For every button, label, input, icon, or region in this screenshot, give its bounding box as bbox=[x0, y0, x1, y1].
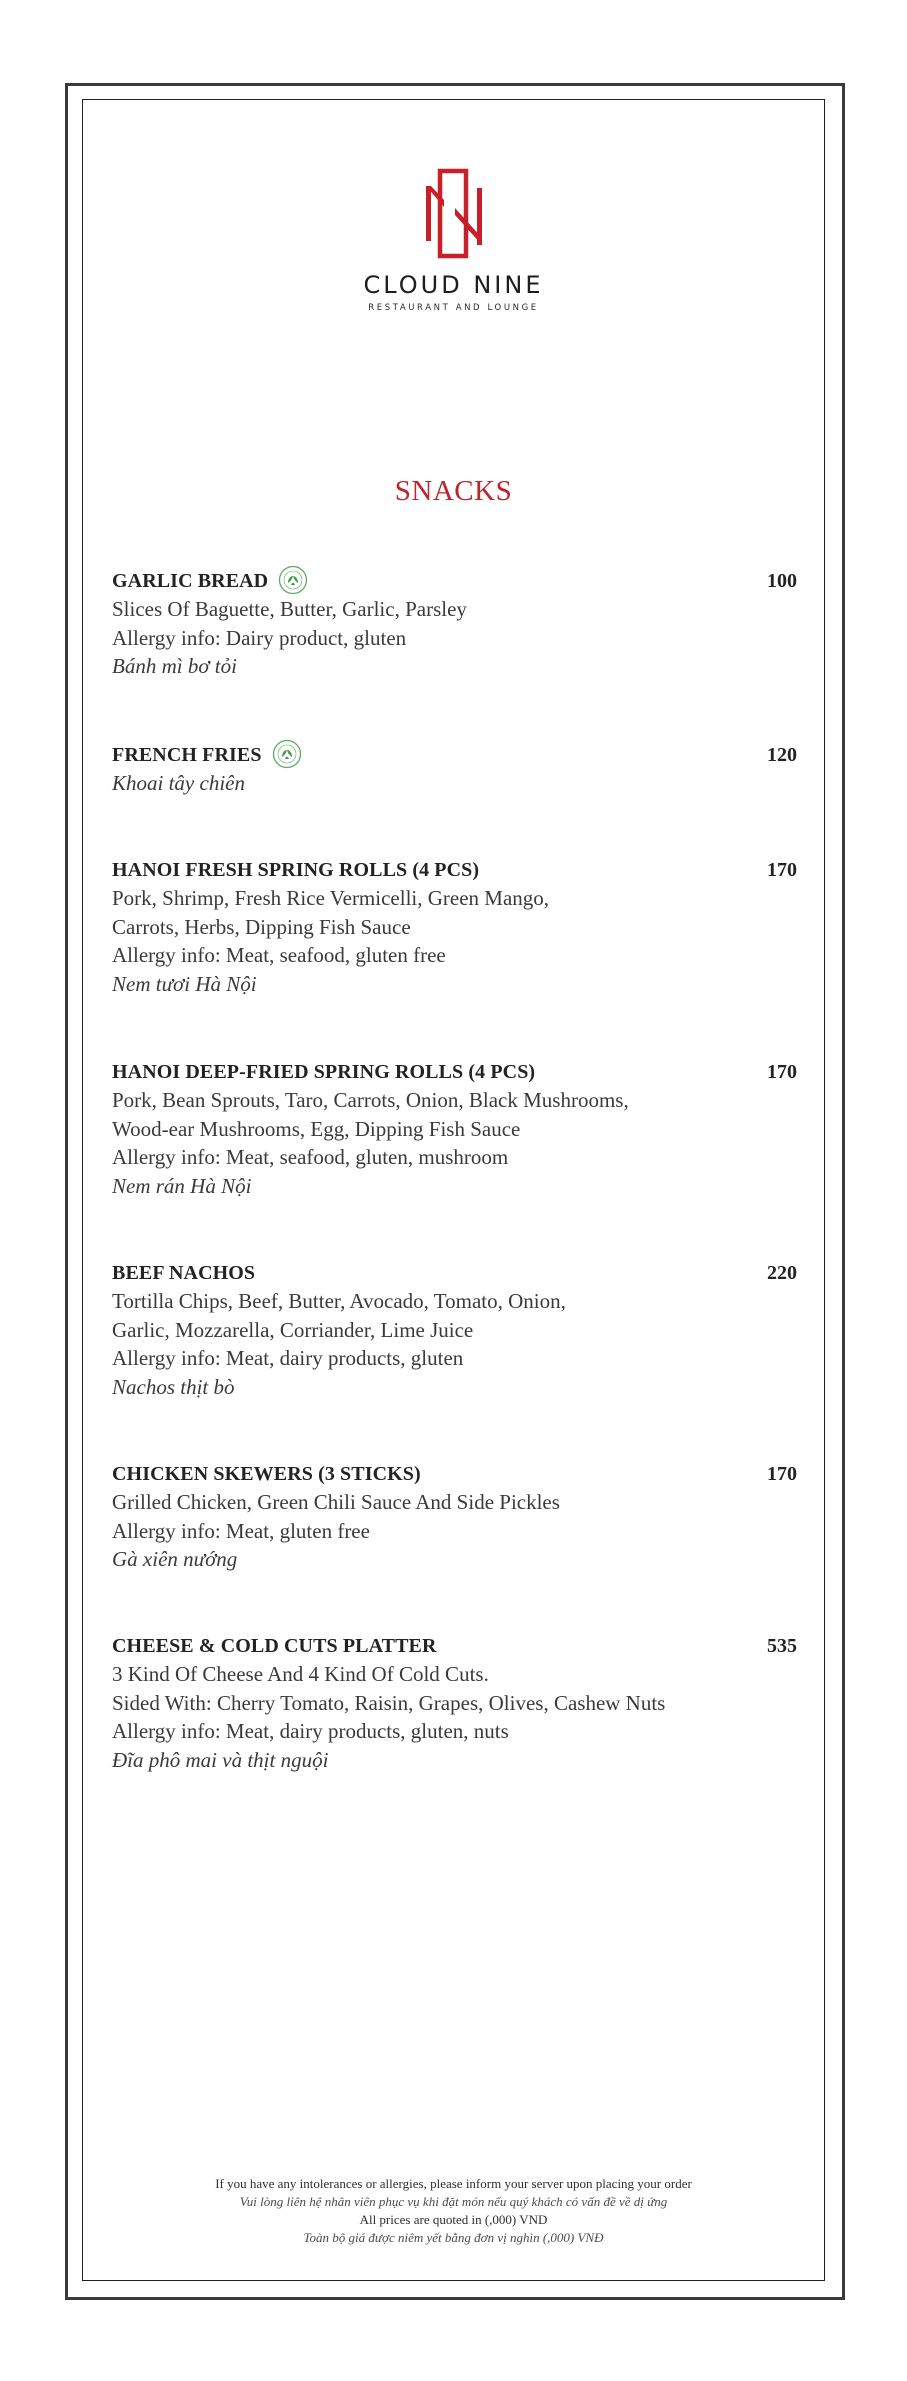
menu-item bbox=[112, 856, 797, 998]
item-price: 170 bbox=[767, 1463, 797, 1485]
item-allergy-info: Allergy info: Meat, dairy products, gluten, nuts bbox=[112, 1719, 509, 1743]
item-vietnamese-name: Đĩa phô mai và thịt nguội bbox=[112, 1747, 329, 1772]
item-description: Garlic, Mozzarella, Corriander, Lime Juice bbox=[112, 1317, 474, 1342]
item-allergy-info: Allergy info: Meat, gluten free bbox=[112, 1518, 370, 1543]
menu-item bbox=[112, 567, 797, 681]
menu-item bbox=[112, 1632, 797, 1774]
item-vietnamese-name: Nachos thịt bò bbox=[112, 1374, 235, 1399]
section-title: SNACKS bbox=[394, 475, 513, 507]
item-price: 100 bbox=[767, 570, 797, 592]
item-allergy-info: Allergy info: Meat, seafood, gluten free bbox=[112, 943, 446, 967]
item-name: CHEESE & COLD CUTS PLATTER bbox=[112, 1635, 437, 1657]
item-description: Slices Of Baguette, Butter, Garlic, Parsley bbox=[112, 597, 467, 621]
cloud-nine-n-monogram-icon bbox=[424, 168, 484, 260]
item-description: Grilled Chicken, Green Chili Sauce And Side Pickles bbox=[112, 1490, 560, 1514]
item-description: Pork, Shrimp, Fresh Rice Vermicelli, Green Mango, bbox=[112, 886, 550, 910]
brand-logo bbox=[0, 168, 907, 260]
item-vietnamese-name: Nem tươi Hà Nội bbox=[112, 971, 257, 996]
item-allergy-info: Allergy info: Meat, dairy products, gluten bbox=[112, 1346, 464, 1370]
item-price: 535 bbox=[767, 1635, 797, 1657]
price-notice-en: All prices are quoted in (,000) VND bbox=[359, 2212, 548, 2227]
item-name: HANOI FRESH SPRING ROLLS (4 PCS) bbox=[112, 859, 480, 881]
item-description: Pork, Bean Sprouts, Taro, Carrots, Onion, Black Mushrooms, bbox=[112, 1088, 629, 1112]
item-name: CHICKEN SKEWERS (3 STICKS) bbox=[112, 1463, 421, 1485]
item-allergy-info: Allergy info: Dairy product, gluten bbox=[112, 625, 407, 650]
item-price: 220 bbox=[767, 1262, 797, 1284]
item-description: Carrots, Herbs, Dipping Fish Sauce bbox=[112, 914, 411, 939]
item-name: HANOI DEEP-FRIED SPRING ROLLS (4 PCS) bbox=[112, 1061, 536, 1083]
item-vietnamese-name: Khoai tây chiên bbox=[112, 771, 245, 795]
item-price: 170 bbox=[767, 1061, 797, 1083]
item-allergy-info: Allergy info: Meat, seafood, gluten, mushroom bbox=[112, 1145, 509, 1169]
brand-name: CLOUD NINE bbox=[363, 271, 544, 299]
item-price: 120 bbox=[767, 744, 797, 766]
item-vietnamese-name: Nem rán Hà Nội bbox=[112, 1173, 252, 1198]
item-vietnamese-name: Bánh mì bơ tỏi bbox=[112, 654, 237, 678]
menu-item bbox=[112, 741, 797, 798]
item-description: Sided With: Cherry Tomato, Raisin, Grapes, Olives, Cashew Nuts bbox=[112, 1690, 666, 1715]
price-notice-vi: Toàn bộ giá được niêm yết bằng đơn vị nghìn (,000) VNĐ bbox=[303, 2230, 604, 2245]
brand-subtitle: RESTAURANT AND LOUNGE bbox=[368, 303, 539, 313]
item-vietnamese-name: Gà xiên nướng bbox=[112, 1547, 238, 1571]
footer-notes bbox=[0, 2175, 907, 2247]
item-price: 170 bbox=[767, 859, 797, 881]
vegetarian-friendly-leaf-icon bbox=[272, 739, 302, 769]
item-name: BEEF NACHOS bbox=[112, 1262, 256, 1284]
item-description: Tortilla Chips, Beef, Butter, Avocado, Tomato, Onion, bbox=[112, 1289, 566, 1313]
menu-item bbox=[112, 1058, 797, 1200]
item-description: Wood-ear Mushrooms, Egg, Dipping Fish Sauce bbox=[112, 1116, 521, 1141]
menu-item bbox=[112, 1259, 797, 1401]
vegetarian-friendly-leaf-icon bbox=[278, 565, 308, 595]
allergy-notice-vi: Vui lòng liên hệ nhân viên phục vụ khi đặt món nếu quý khách có vấn đề về dị ứng bbox=[239, 2194, 668, 2209]
item-name: GARLIC BREAD bbox=[112, 570, 269, 592]
allergy-notice-en: If you have any intolerances or allergies, please inform your server upon placing your order bbox=[215, 2176, 692, 2191]
menu-item bbox=[112, 1460, 797, 1574]
item-name: FRENCH FRIES bbox=[112, 744, 262, 766]
item-description: 3 Kind Of Cheese And 4 Kind Of Cold Cuts. bbox=[112, 1662, 489, 1686]
